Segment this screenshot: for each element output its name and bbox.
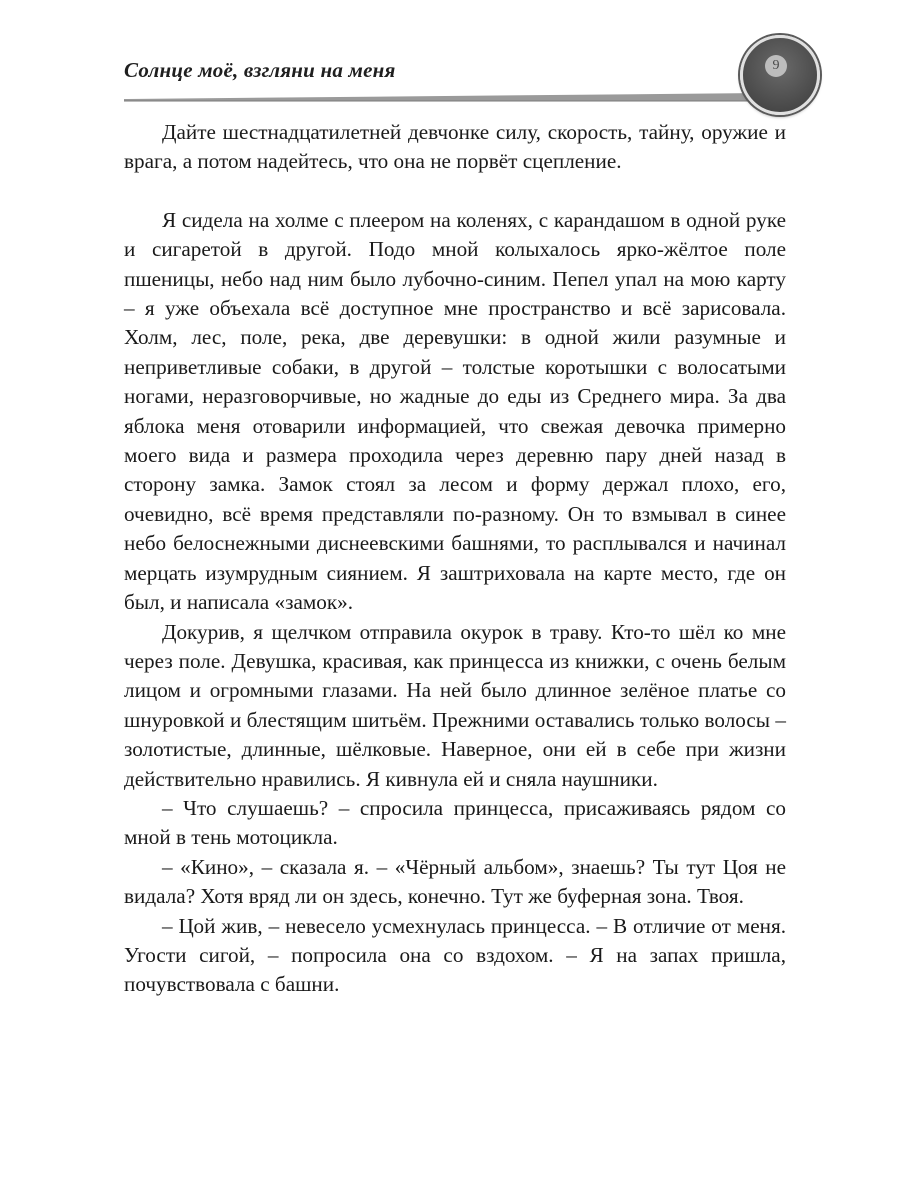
paragraph: Я сидела на холме с плеером на коленях, с карандашом в одной руке и сигаретой в другой. Подо мной колыхалось ярко-жёлтое поле пшеницы, небо над ним было лубочно-синим. Пепел упал на мою карту – я уже объехала всё доступное мне пространство и всё зарисовала. Холм, лес, поле, река, две деревушки: в одной жили разумные и неприветливые собаки, в другой – толстые коротышки с волосатыми ногами, неразговорчивые, но жадные до еды из Среднего мира. За два яблока меня отоварили информацией, что свежая девочка примерно моего вида и размера проходила через деревню пару дней назад в сторону замка. Замок стоял за лесом и форму держал плохо, его, очевидно, всё время представляли по-разному. Он то взмывал в синее небо белоснежными диснеевскими башнями, то расплывался и начинал мерцать изумрудным сиянием. Я заштриховала на карте место, где он был, и написала «замок».	[124, 207, 786, 615]
paragraph: Докурив, я щелчком отправила окурок в траву. Кто-то шёл ко мне через поле. Девушка, красивая, как принцесса из книжки, с очень белым лицом и огромными глазами. На ней было длинное зелёное платье со шнуровкой и блестящим шитьём. Прежними оставались только волосы – золотистые, длинные, шёлковые. Наверное, они ей в себе при жизни действительно нравились. Я кивнула ей и сняла наушники.	[124, 619, 786, 791]
dialogue-line: – Что слушаешь? – спросила принцесса, присаживаясь рядом со мной в тень мотоцикла.	[124, 795, 786, 850]
body-text	[124, 118, 786, 1000]
header-rule	[124, 92, 764, 102]
paragraph: Дайте шестнадцатилетней девчонке силу, скорость, тайну, оружие и врага, а потом надейтесь, что она не порвёт сцепление.	[124, 120, 786, 174]
dialogue-line: – Цой жив, – невесело усмехнулась принцесса. – В отличие от меня. Угости сигой, – попросила она со вздохом. – Я на запах пришла, почувствовала с башни.	[124, 913, 786, 997]
page-number: 9	[765, 55, 787, 77]
dialogue-line: – «Кино», – сказала я. – «Чёрный альбом», знаешь? Ты тут Цоя не видала? Хотя вряд ли он здесь, конечно. Тут же буферная зона. Твоя.	[124, 854, 786, 909]
running-title: Солнце моё, взгляни на меня	[124, 58, 396, 82]
